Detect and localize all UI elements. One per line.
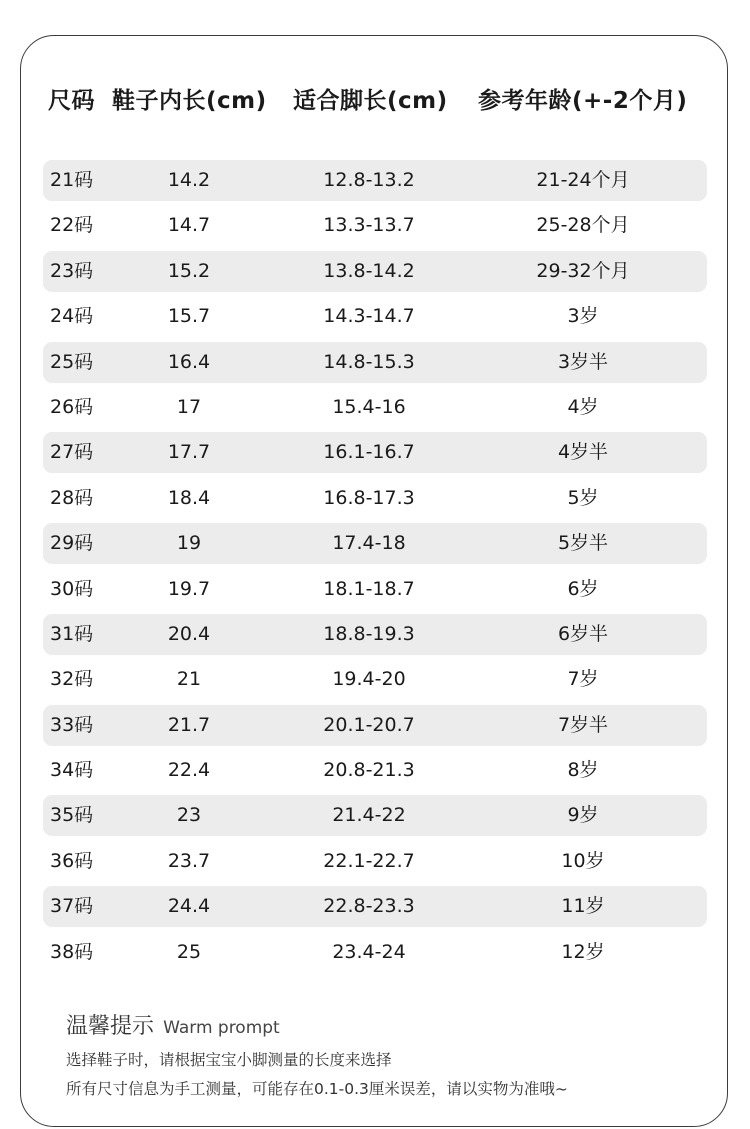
cell-size: 29码 (50, 532, 94, 555)
table-row (0, 478, 750, 523)
cell-size: 21码 (50, 169, 94, 191)
cell-size: 31码 (50, 622, 94, 645)
table-row (0, 932, 750, 977)
cell-foot-length: 21.4-22 (332, 804, 406, 827)
cell-size: 30码 (50, 577, 94, 600)
table-row (0, 659, 750, 704)
cell-foot-length: 22.1-22.7 (323, 849, 415, 872)
cell-size: 27码 (50, 441, 94, 464)
cell-age: 4岁 (567, 395, 599, 418)
cell-foot-length: 13.8-14.2 (323, 259, 415, 282)
cell-foot-length: 16.8-17.3 (323, 486, 415, 509)
cell-age: 5岁半 (557, 532, 609, 555)
cell-size: 33码 (50, 713, 94, 736)
cell-inner-length: 21 (176, 668, 202, 691)
cell-inner-length: 19.7 (167, 577, 211, 600)
cell-age: 5岁 (567, 486, 599, 509)
table-row (0, 251, 750, 296)
cell-age: 8岁 (567, 759, 599, 782)
table-row (0, 296, 750, 341)
cell-foot-length: 14.8-15.3 (323, 350, 415, 373)
table-header (0, 82, 750, 118)
table-row (0, 795, 750, 840)
cell-inner-length: 19 (176, 532, 202, 555)
table-row (0, 432, 750, 477)
cell-age: 6岁 (567, 577, 599, 600)
cell-size: 28码 (50, 486, 94, 509)
cell-size: 22码 (50, 214, 94, 237)
cell-size: 25码 (50, 350, 94, 373)
cell-age: 21-24个月 (536, 169, 630, 191)
cell-inner-length: 18.4 (167, 486, 211, 509)
tips-title-cn: 温馨提示 (66, 1014, 155, 1039)
cell-age: 3岁 (567, 305, 599, 328)
table-row (0, 387, 750, 432)
cell-size: 26码 (50, 395, 94, 418)
cell-inner-length: 15.2 (167, 259, 211, 282)
cell-age: 7岁 (567, 668, 599, 691)
table-row (0, 205, 750, 250)
cell-inner-length: 22.4 (167, 759, 211, 782)
cell-foot-length: 13.3-13.7 (323, 214, 415, 237)
table-row (0, 523, 750, 568)
cell-foot-length: 20.8-21.3 (323, 759, 415, 782)
cell-age: 10岁 (561, 849, 605, 872)
table-row (0, 886, 750, 931)
tips-title-en: Warm prompt (163, 1018, 280, 1038)
cell-inner-length: 14.7 (167, 214, 211, 237)
cell-foot-length: 16.1-16.7 (323, 441, 415, 464)
cell-age: 9岁 (567, 804, 599, 827)
cell-foot-length: 12.8-13.2 (323, 169, 415, 191)
cell-foot-length: 19.4-20 (332, 668, 406, 691)
table-row (0, 342, 750, 387)
cell-inner-length: 20.4 (167, 622, 211, 645)
cell-inner-length: 17 (176, 395, 202, 418)
cell-foot-length: 23.4-24 (332, 940, 406, 963)
table-row (0, 569, 750, 614)
table-row (0, 705, 750, 750)
tip-line-1: 选择鞋子时，请根据宝宝小脚测量的长度来选择 (66, 1051, 392, 1069)
cell-age: 12岁 (561, 940, 605, 963)
tip-line-2: 所有尺寸信息为手工测量，可能存在0.1-0.3厘米误差，请以实物为准哦~ (66, 1080, 568, 1098)
tips-title (66, 1009, 280, 1040)
table-row (0, 160, 750, 205)
cell-inner-length: 17.7 (167, 441, 211, 464)
cell-size: 32码 (50, 668, 94, 691)
cell-size: 23码 (50, 259, 94, 282)
cell-size: 34码 (50, 759, 94, 782)
cell-inner-length: 14.2 (167, 169, 211, 191)
cell-age: 6岁半 (557, 622, 609, 645)
cell-size: 24码 (50, 305, 94, 328)
header-inner-length: 鞋子内长(cm) (112, 88, 267, 114)
cell-age: 3岁半 (557, 350, 609, 373)
table-row (0, 614, 750, 659)
cell-age: 29-32个月 (536, 259, 630, 282)
cell-inner-length: 16.4 (167, 350, 211, 373)
header-age: 参考年龄(+-2个月) (478, 88, 688, 114)
cell-age: 7岁半 (557, 713, 609, 736)
cell-age: 4岁半 (557, 441, 609, 464)
table-row (0, 750, 750, 795)
cell-foot-length: 17.4-18 (332, 532, 406, 555)
table-row (0, 841, 750, 886)
cell-inner-length: 21.7 (167, 713, 211, 736)
cell-foot-length: 18.1-18.7 (323, 577, 415, 600)
cell-inner-length: 15.7 (167, 305, 211, 328)
cell-foot-length: 22.8-23.3 (323, 895, 415, 918)
cell-foot-length: 20.1-20.7 (323, 713, 415, 736)
cell-foot-length: 15.4-16 (332, 395, 406, 418)
cell-size: 38码 (50, 940, 94, 963)
cell-foot-length: 18.8-19.3 (323, 622, 415, 645)
cell-inner-length: 23 (176, 804, 202, 827)
cell-age: 11岁 (561, 895, 605, 918)
cell-inner-length: 25 (176, 940, 202, 963)
cell-age: 25-28个月 (536, 214, 630, 237)
cell-foot-length: 14.3-14.7 (323, 305, 415, 328)
cell-size: 37码 (50, 895, 94, 918)
header-size: 尺码 (48, 88, 95, 114)
cell-size: 35码 (50, 804, 94, 827)
cell-inner-length: 23.7 (167, 849, 211, 872)
cell-size: 36码 (50, 849, 94, 872)
cell-inner-length: 24.4 (167, 895, 211, 918)
size-table-body (0, 160, 750, 977)
header-foot-length: 适合脚长(cm) (293, 88, 448, 114)
